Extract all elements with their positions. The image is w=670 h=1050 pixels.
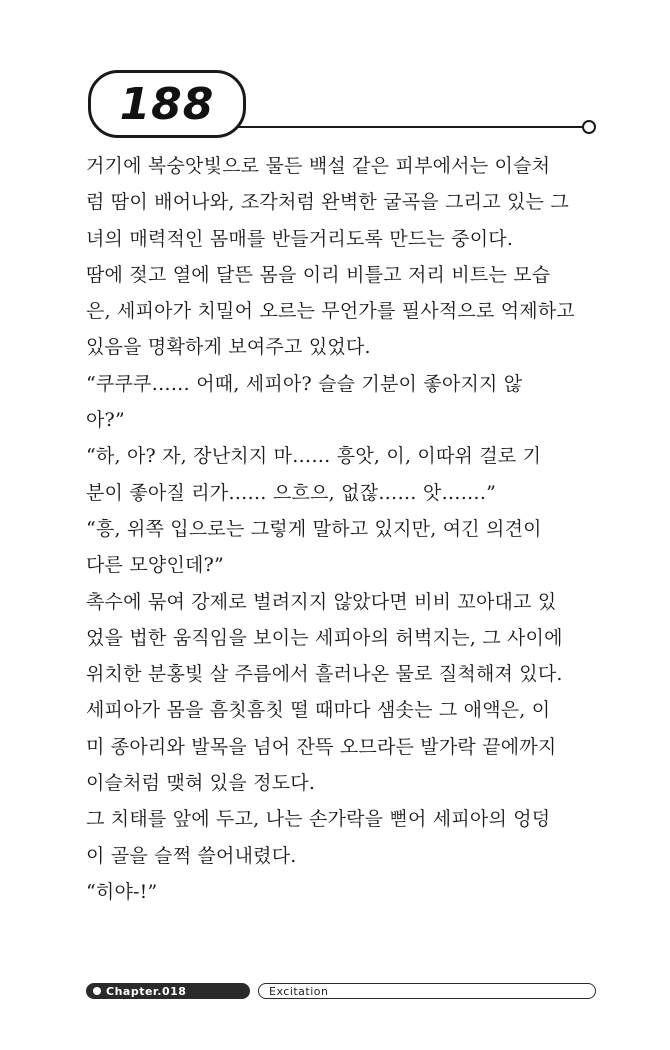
- text-line: 분이 좋아질 리가…… 으흐으, 없잖…… 앗…….”: [86, 481, 496, 504]
- chapter-badge: [86, 983, 250, 999]
- text-line: 그 치태를 앞에 두고, 나는 손가락을 뻗어 세피아의 엉덩: [86, 808, 551, 831]
- text-line: 이 골을 슬쩍 쓸어내렸다.: [86, 844, 297, 867]
- header-rule: [238, 126, 584, 128]
- body-text: [86, 148, 596, 910]
- text-line: 있음을 명확하게 보여주고 있었다.: [86, 336, 371, 359]
- text-line: 세피아가 몸을 흠칫흠칫 떨 때마다 샘솟는 그 애액은, 이: [86, 699, 551, 722]
- header-rule-end-dot: [582, 120, 596, 134]
- text-line: “쿠쿠쿠…… 어때, 세피아? 슬슬 기분이 좋아지지 않: [86, 372, 523, 395]
- text-line: 미 종아리와 발목을 넘어 잔뜩 오므라든 발가락 끝에까지: [86, 735, 557, 758]
- page-number-badge: [88, 70, 246, 138]
- text-line: “히야-!”: [86, 880, 158, 903]
- page-number: 188: [119, 78, 215, 130]
- text-line: 녀의 매력적인 몸매를 반들거리도록 만드는 중이다.: [86, 227, 514, 250]
- text-line: 아?”: [86, 409, 125, 432]
- text-line: 위치한 분홍빛 살 주름에서 흘러나온 물로 질척해져 있다.: [86, 663, 563, 686]
- text-line: 은, 세피아가 치밀어 오르는 무언가를 필사적으로 억제하고: [86, 300, 575, 323]
- text-line: 땀에 젖고 열에 달뜬 몸을 이리 비틀고 저리 비트는 모습: [86, 263, 551, 286]
- text-line: 었을 법한 움직임을 보이는 세피아의 허벅지는, 그 사이에: [86, 626, 563, 649]
- text-line: “흥, 위쪽 입으로는 그렇게 말하고 있지만, 여긴 의견이: [86, 517, 542, 540]
- text-line: 거기에 복숭앗빛으로 물든 백설 같은 피부에서는 이슬처: [86, 155, 551, 177]
- bullet-icon: [93, 987, 101, 995]
- chapter-title: Excitation: [269, 984, 329, 998]
- chapter-label: Chapter.018: [106, 984, 187, 998]
- text-line: 촉수에 묶여 강제로 벌려지지 않았다면 비비 꼬아대고 있: [86, 590, 557, 613]
- text-line: “하, 아? 자, 장난치지 마…… 흥앗, 이, 이따위 걸로 기: [86, 445, 542, 468]
- text-line: 이슬처럼 맺혀 있을 정도다.: [86, 772, 316, 795]
- chapter-title-box: [258, 983, 596, 999]
- text-line: 다른 모양인데?”: [86, 554, 224, 577]
- text-line: 럼 땀이 배어나와, 조각처럼 완벽한 굴곡을 그리고 있는 그: [86, 191, 569, 214]
- page-footer: [86, 983, 596, 1001]
